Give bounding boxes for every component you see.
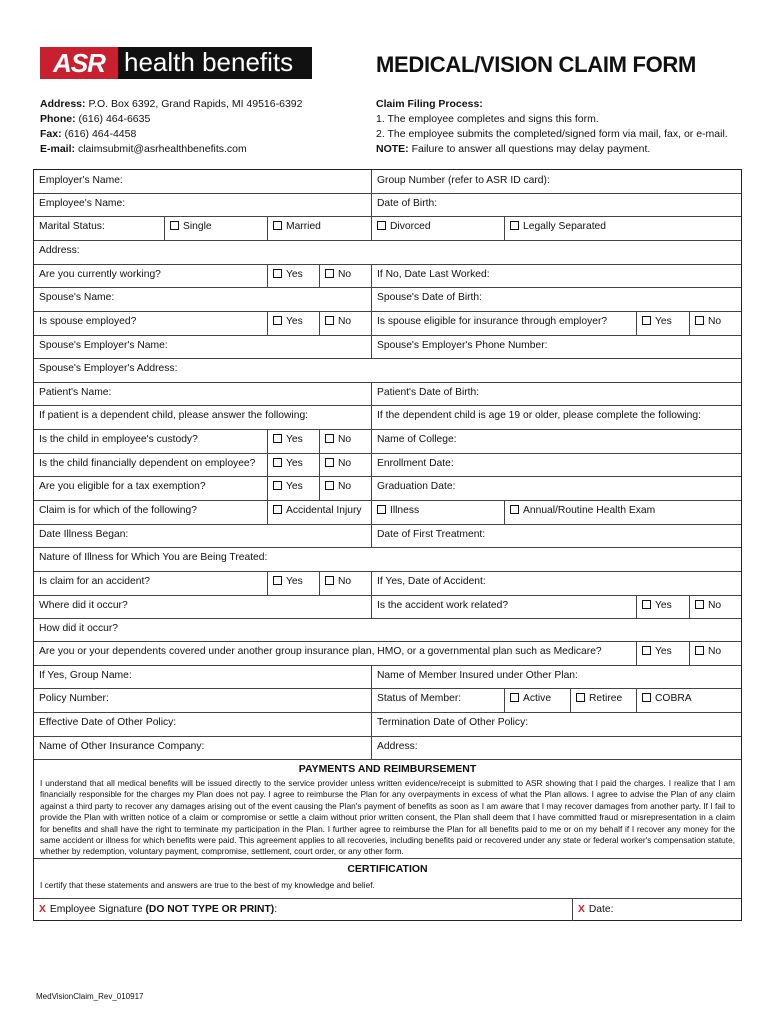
coverage-no-checkbox[interactable] bbox=[689, 641, 741, 665]
divorced-checkbox[interactable] bbox=[371, 216, 504, 240]
fax-label: Fax: bbox=[40, 128, 62, 140]
work-related-no-checkbox[interactable] bbox=[689, 595, 741, 618]
nature-of-illness-field[interactable]: Nature of Illness for Which You are Being Treated: bbox=[39, 552, 268, 563]
x-mark: X bbox=[578, 904, 585, 915]
fax-value: (616) 464-4458 bbox=[64, 128, 137, 140]
illness-checkbox[interactable] bbox=[371, 500, 504, 524]
no-label: No bbox=[338, 434, 352, 445]
yes-label: Yes bbox=[655, 316, 672, 327]
date-label: Date: bbox=[588, 904, 614, 915]
checkbox-icon[interactable] bbox=[377, 505, 386, 514]
row-employer bbox=[34, 170, 741, 194]
row-how-occur bbox=[34, 618, 741, 642]
spouse-employed-yes-checkbox[interactable] bbox=[267, 311, 319, 335]
tax-no-checkbox[interactable] bbox=[319, 476, 371, 500]
row-other-company bbox=[34, 736, 741, 760]
tax-exemption-label: Are you eligible for a tax exemption? bbox=[39, 481, 206, 492]
employer-name-field[interactable]: Employer's Name: bbox=[39, 175, 123, 186]
custody-no-checkbox[interactable] bbox=[319, 429, 371, 453]
other-company-field[interactable]: Name of Other Insurance Company: bbox=[39, 741, 205, 752]
single-label: Single bbox=[183, 221, 212, 232]
footer-revision: MedVisionClaim_Rev_010917 bbox=[36, 992, 144, 1001]
spouse-employer-address-field[interactable]: Spouse's Employer's Address: bbox=[39, 363, 178, 374]
checkbox-icon[interactable] bbox=[642, 316, 651, 325]
where-occur-field[interactable]: Where did it occur? bbox=[39, 600, 128, 611]
group-number-field[interactable]: Group Number (refer to ASR ID card): bbox=[371, 170, 741, 193]
spouse-employed-label: Is spouse employed? bbox=[39, 316, 137, 327]
retiree-checkbox[interactable] bbox=[570, 688, 636, 712]
divider bbox=[34, 858, 741, 859]
group-name-field[interactable]: If Yes, Group Name: bbox=[39, 670, 132, 681]
yes-label: Yes bbox=[286, 269, 303, 280]
row-policy-dates bbox=[34, 712, 741, 737]
row-accident bbox=[34, 571, 741, 596]
checkbox-icon[interactable] bbox=[695, 600, 704, 609]
logo-asr: ASR bbox=[40, 47, 118, 79]
note-label: NOTE: bbox=[376, 143, 409, 155]
accident-no-checkbox[interactable] bbox=[319, 571, 371, 595]
checkbox-icon[interactable] bbox=[273, 269, 282, 278]
checkbox-icon[interactable] bbox=[695, 646, 704, 655]
date-of-accident-field[interactable]: If Yes, Date of Accident: bbox=[371, 571, 741, 595]
row-marital bbox=[34, 216, 741, 241]
checkbox-icon[interactable] bbox=[325, 316, 334, 325]
signature-note: (DO NOT TYPE OR PRINT) bbox=[145, 904, 275, 915]
phone-label: Phone: bbox=[40, 113, 76, 125]
accidental-injury-checkbox[interactable] bbox=[267, 500, 371, 524]
yes-label: Yes bbox=[286, 481, 303, 492]
checkbox-icon[interactable] bbox=[642, 693, 651, 702]
policy-number-field[interactable]: Policy Number: bbox=[39, 693, 109, 704]
working-no-checkbox[interactable] bbox=[319, 264, 371, 287]
single-checkbox[interactable] bbox=[164, 216, 267, 240]
accidental-injury-label: Accidental Injury bbox=[286, 505, 362, 516]
payments-heading: PAYMENTS AND REIMBURSEMENT bbox=[298, 763, 477, 775]
row-custody bbox=[34, 429, 741, 454]
process-heading: Claim Filing Process: bbox=[376, 98, 483, 110]
employee-dob-field[interactable]: Date of Birth: bbox=[371, 193, 741, 216]
termination-date-field[interactable]: Termination Date of Other Policy: bbox=[371, 712, 741, 736]
effective-date-field[interactable]: Effective Date of Other Policy: bbox=[39, 717, 177, 728]
x-mark: X bbox=[39, 904, 46, 915]
illness-label: Illness bbox=[390, 505, 420, 516]
checkbox-icon[interactable] bbox=[510, 221, 519, 230]
active-label: Active bbox=[523, 693, 552, 704]
legally-separated-label: Legally Separated bbox=[523, 221, 607, 232]
no-label: No bbox=[338, 316, 352, 327]
yes-label: Yes bbox=[286, 316, 303, 327]
annual-exam-checkbox[interactable] bbox=[504, 500, 741, 524]
row-signature bbox=[34, 898, 741, 921]
work-related-yes-checkbox[interactable] bbox=[636, 595, 689, 618]
row-nature-illness bbox=[34, 547, 741, 572]
checkbox-icon[interactable] bbox=[377, 221, 386, 230]
email-value[interactable]: claimsubmit@asrhealthbenefits.com bbox=[77, 143, 247, 155]
row-other-coverage bbox=[34, 641, 741, 666]
row-where-occur bbox=[34, 595, 741, 619]
college-name-field[interactable]: Name of College: bbox=[371, 429, 741, 453]
retiree-label: Retiree bbox=[589, 693, 623, 704]
signature-field[interactable] bbox=[34, 899, 572, 921]
cobra-checkbox[interactable] bbox=[636, 688, 741, 712]
spouse-dob-field[interactable]: Spouse's Date of Birth: bbox=[371, 287, 741, 311]
spouse-eligible-no-checkbox[interactable] bbox=[689, 311, 741, 335]
yes-label: Yes bbox=[286, 576, 303, 587]
address-value: P.O. Box 6392, Grand Rapids, MI 49516-6392 bbox=[88, 98, 303, 110]
checkbox-icon[interactable] bbox=[273, 481, 282, 490]
custody-yes-checkbox[interactable] bbox=[267, 429, 319, 453]
claim-type-label: Claim is for which of the following? bbox=[39, 505, 197, 516]
row-group-name bbox=[34, 665, 741, 689]
enrollment-date-field[interactable]: Enrollment Date: bbox=[371, 453, 741, 476]
checkbox-icon[interactable] bbox=[273, 434, 282, 443]
checkbox-icon[interactable] bbox=[695, 316, 704, 325]
checkbox-icon[interactable] bbox=[510, 505, 519, 514]
graduation-date-field[interactable]: Graduation Date: bbox=[371, 476, 741, 500]
other-address-field[interactable]: Address: bbox=[371, 736, 741, 759]
how-occur-field[interactable]: How did it occur? bbox=[39, 623, 118, 634]
date-field[interactable] bbox=[572, 899, 741, 921]
work-related-label: Is the accident work related? bbox=[371, 595, 636, 618]
accident-yes-checkbox[interactable] bbox=[267, 571, 319, 595]
date-illness-began-field[interactable]: Date Illness Began: bbox=[39, 529, 129, 540]
no-label: No bbox=[708, 600, 722, 611]
yes-label: Yes bbox=[286, 434, 303, 445]
row-employee bbox=[34, 193, 741, 217]
spouse-eligible-label: Is spouse eligible for insurance through employer? bbox=[371, 311, 636, 335]
yes-label: Yes bbox=[655, 600, 672, 611]
contact-block bbox=[40, 97, 302, 157]
row-financially-dependent bbox=[34, 453, 741, 477]
employee-name-field[interactable]: Employee's Name: bbox=[39, 198, 126, 209]
row-illness-dates bbox=[34, 524, 741, 548]
row-spouse-employer bbox=[34, 335, 741, 359]
yes-label: Yes bbox=[655, 646, 672, 657]
active-checkbox[interactable] bbox=[504, 688, 570, 712]
logo-health-benefits: health benefits bbox=[118, 47, 312, 79]
row-spouse bbox=[34, 287, 741, 312]
email-label: E-mail: bbox=[40, 143, 76, 155]
row-policy-number bbox=[34, 688, 741, 713]
checkbox-icon[interactable] bbox=[325, 458, 334, 467]
dependent-yes-checkbox[interactable] bbox=[267, 453, 319, 476]
spouse-employed-no-checkbox[interactable] bbox=[319, 311, 371, 335]
checkbox-icon[interactable] bbox=[325, 481, 334, 490]
form-title: MEDICAL/VISION CLAIM FORM bbox=[376, 52, 697, 77]
date-last-worked-field[interactable]: If No, Date Last Worked: bbox=[371, 264, 741, 287]
other-coverage-label: Are you or your dependents covered under another group insurance plan, HMO, or a governmental plan such as Medicare? bbox=[39, 646, 602, 657]
phone-value: (616) 464-6635 bbox=[78, 113, 151, 125]
working-yes-checkbox[interactable] bbox=[267, 264, 319, 287]
checkbox-icon[interactable] bbox=[273, 316, 282, 325]
signature-colon: : bbox=[274, 904, 278, 915]
currently-working-label: Are you currently working? bbox=[39, 269, 161, 280]
checkbox-icon[interactable] bbox=[170, 221, 179, 230]
certification-text: I certify that these statements and answers are true to the best of my knowledge and belief. bbox=[40, 880, 375, 890]
row-tax-exemption bbox=[34, 476, 741, 501]
patient-name-field[interactable]: Patient's Name: bbox=[39, 387, 112, 398]
checkbox-icon[interactable] bbox=[273, 458, 282, 467]
claim-filing-process bbox=[376, 97, 728, 157]
annual-exam-label: Annual/Routine Health Exam bbox=[523, 505, 656, 516]
status-of-member-label: Status of Member: bbox=[371, 688, 504, 712]
no-label: No bbox=[338, 576, 352, 587]
no-label: No bbox=[338, 269, 352, 280]
spouse-employer-phone-field[interactable]: Spouse's Employer's Phone Number: bbox=[371, 335, 741, 358]
no-label: No bbox=[338, 458, 352, 469]
checkbox-icon[interactable] bbox=[273, 221, 282, 230]
row-claim-type bbox=[34, 500, 741, 525]
no-label: No bbox=[708, 316, 722, 327]
row-patient bbox=[34, 382, 741, 406]
tax-yes-checkbox[interactable] bbox=[267, 476, 319, 500]
cobra-label: COBRA bbox=[655, 693, 692, 704]
checkbox-icon[interactable] bbox=[325, 434, 334, 443]
address-label: Address: bbox=[40, 98, 86, 110]
yes-label: Yes bbox=[286, 458, 303, 469]
certification-heading: CERTIFICATION bbox=[347, 863, 428, 875]
spouse-employer-name-field[interactable]: Spouse's Employer's Name: bbox=[39, 340, 168, 351]
marital-status-label: Marital Status: bbox=[39, 221, 105, 232]
married-label: Married bbox=[286, 221, 321, 232]
divorced-label: Divorced bbox=[390, 221, 431, 232]
row-spouse-employed bbox=[34, 311, 741, 336]
claim-form bbox=[33, 169, 742, 921]
checkbox-icon[interactable] bbox=[642, 646, 651, 655]
row-working bbox=[34, 264, 741, 288]
payments-text: I understand that all medical benefits will be issued directly to the service provider unless written evidence/receipt is submitted to ASR showing that I paid the charges. I realize that I am financially responsible for the charges my Plan does not pay. I agree to reimburse the Plan for any overpayments in excess of what the Plan allows. I agree to advise the Plan of any claim against a third party to recover any damages arising out of the event causing the Plan's payment of benefits as soon as I am aware that I may recover damages from another party. If I fail to provide the Plan with written notice of a claim or compromise or settle a claim without prior written consent, the Plan shall deem that I have committed fraud or misrepresentation in a claim for benefits and shall have the right to terminate my participation in the Plan. I further agree to reimburse the Plan for all benefits paid to me or on my behalf if I recover any money for the same accident or illness for which benefits were paid. This agreement applies to all recoveries, including benefits paid or recovered under any state or federal worker's compensation statute, whether by redemption, voluntary payment, compromise, settlement, court order, or any other form. bbox=[40, 778, 735, 857]
process-step-1: 1. The employee completes and signs this form. bbox=[376, 113, 599, 125]
no-label: No bbox=[708, 646, 722, 657]
signature-label: Employee Signature bbox=[49, 904, 143, 915]
no-label: No bbox=[338, 481, 352, 492]
note-text: Failure to answer all questions may delay payment. bbox=[411, 143, 651, 155]
dependent-19-heading: If the dependent child is age 19 or older, please complete the following: bbox=[371, 405, 741, 429]
child-dependent-label: Is the child financially dependent on employee? bbox=[39, 458, 256, 469]
date-first-treatment-field[interactable]: Date of First Treatment: bbox=[371, 524, 741, 547]
checkbox-icon[interactable] bbox=[576, 693, 585, 702]
dependent-no-checkbox[interactable] bbox=[319, 453, 371, 476]
checkbox-icon[interactable] bbox=[273, 576, 282, 585]
asr-logo bbox=[40, 47, 312, 79]
process-step-2: 2. The employee submits the completed/signed form via mail, fax, or e-mail. bbox=[376, 128, 728, 140]
row-address bbox=[34, 240, 741, 265]
checkbox-icon[interactable] bbox=[510, 693, 519, 702]
member-insured-field[interactable]: Name of Member Insured under Other Plan: bbox=[371, 665, 741, 688]
coverage-yes-checkbox[interactable] bbox=[636, 641, 689, 665]
row-dependent bbox=[34, 405, 741, 430]
checkbox-icon[interactable] bbox=[325, 576, 334, 585]
checkbox-icon[interactable] bbox=[325, 269, 334, 278]
dependent-child-heading: If patient is a dependent child, please answer the following: bbox=[39, 410, 309, 421]
claim-accident-label: Is claim for an accident? bbox=[39, 576, 151, 587]
spouse-eligible-yes-checkbox[interactable] bbox=[636, 311, 689, 335]
married-checkbox[interactable] bbox=[267, 216, 371, 240]
spouse-name-field[interactable]: Spouse's Name: bbox=[39, 292, 115, 303]
checkbox-icon[interactable] bbox=[273, 505, 282, 514]
child-custody-label: Is the child in employee's custody? bbox=[39, 434, 198, 445]
checkbox-icon[interactable] bbox=[642, 600, 651, 609]
patient-dob-field[interactable]: Patient's Date of Birth: bbox=[371, 382, 741, 405]
address-field[interactable]: Address: bbox=[39, 245, 80, 256]
legally-separated-checkbox[interactable] bbox=[504, 216, 741, 240]
row-spouse-employer-address bbox=[34, 358, 741, 383]
